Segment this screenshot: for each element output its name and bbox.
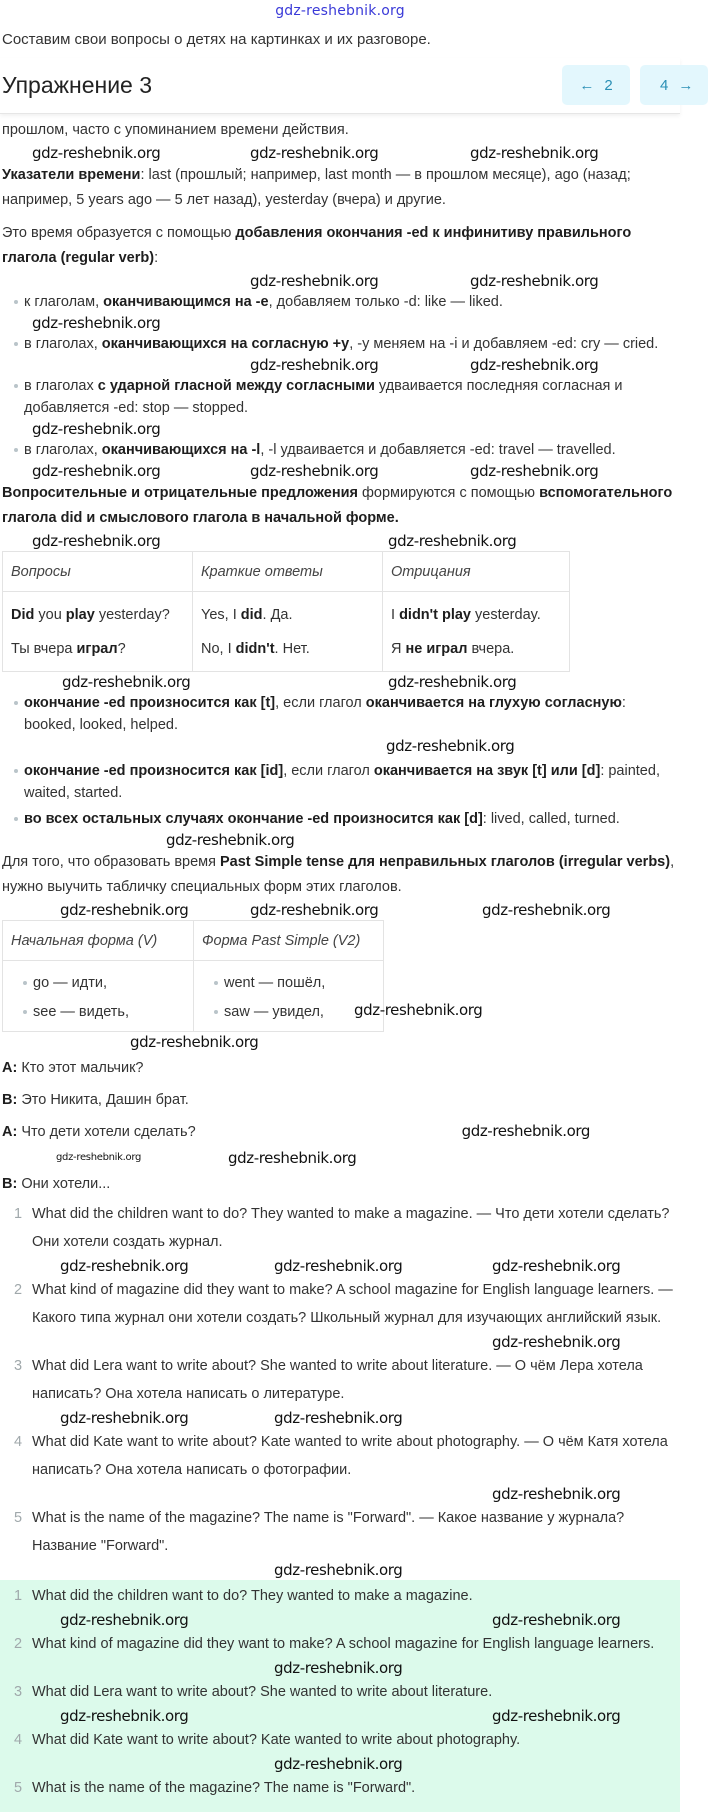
watermark-row [0, 1148, 680, 1168]
watermark-text: gdz-reshebnik.org [274, 1409, 403, 1427]
text-fragment: в глаголах, [24, 336, 102, 352]
bold-fragment: во всех остальных случаях окончание -ed произносится как [d] [24, 811, 483, 827]
utterance: Что дети хотели сделать? [17, 1124, 196, 1140]
utterance: Это Никита, Дашин брат. [17, 1092, 189, 1108]
translated-question-item [0, 1276, 680, 1332]
verb-item [11, 969, 185, 998]
item-number: 2 [14, 1282, 23, 1298]
item-text: What did the children want to do? They wanted to make a magazine. [32, 1588, 473, 1604]
watermark-row [2, 900, 678, 920]
watermark-row [0, 1658, 680, 1678]
bullet-icon [214, 981, 218, 985]
did-table-cell [383, 592, 570, 672]
dialog-section [0, 1052, 680, 1200]
rich-cell [11, 598, 184, 632]
watermark-text: gdz-reshebnik.org [388, 673, 517, 691]
pronunciation-rule-item [2, 760, 678, 804]
bold-fragment: окончание -ed произносится как [id] [24, 763, 284, 779]
rich-cell [201, 598, 374, 632]
bold-fragment: Did [11, 606, 35, 623]
answer-item [0, 1774, 680, 1802]
site-watermark-top: gdz-reshebnik.org [275, 3, 405, 19]
watermark-row [0, 1332, 680, 1352]
did-table-header: Вопросы [3, 552, 193, 592]
watermark-row [0, 1256, 680, 1276]
questions-rule-paragraph [2, 481, 678, 531]
translated-question-item [0, 1504, 680, 1560]
bullet-icon [214, 1010, 218, 1014]
utterance: Кто этот мальчик? [17, 1060, 144, 1076]
spelling-rules-list [2, 291, 678, 461]
bold-fragment: окончание -ed произносится как [t] [24, 695, 276, 711]
prev-exercise-button[interactable] [562, 65, 630, 105]
irregular-table-cell [3, 961, 194, 1032]
bold-fragment: оканчивающимся на -e [103, 294, 269, 310]
bullet-icon [23, 981, 27, 985]
irregular-verbs-table [2, 920, 384, 1032]
text-fragment: в глаголах, [24, 442, 102, 458]
arrow-right-icon: → [678, 76, 694, 94]
watermark-text: gdz-reshebnik.org [32, 144, 161, 162]
item-text: What did Lera want to write about? She wanted to write about literature. [32, 1684, 493, 1700]
watermark-text: gdz-reshebnik.org [482, 901, 611, 919]
verb-list [11, 961, 185, 1031]
watermark-text: gdz-reshebnik.org [32, 462, 161, 480]
watermark-text-small: gdz-reshebnik.org [56, 1152, 142, 1163]
watermark-text: gdz-reshebnik.org [492, 1707, 621, 1725]
item-number: 5 [14, 1510, 23, 1526]
text-fragment: , -l удваивается и добавляется -ed: travel — travelled. [260, 442, 616, 458]
text-fragment: удваивается последняя согласная и добавляется -ed: stop — stopped. [24, 378, 623, 416]
rule-text [24, 378, 623, 416]
answer-item [0, 1678, 680, 1706]
bold-fragment: оканчивающихся на -l [101, 442, 261, 458]
watermark-text: gdz-reshebnik.org [461, 1122, 590, 1140]
bullet-icon [14, 448, 18, 452]
rule-text [24, 763, 660, 801]
item-number: 3 [14, 1358, 23, 1374]
watermark-text: gdz-reshebnik.org [354, 1001, 483, 1019]
watermark-text: gdz-reshebnik.org [228, 1149, 357, 1167]
dialog-line [0, 1084, 680, 1116]
dialog-line [0, 1116, 680, 1148]
watermark-text: gdz-reshebnik.org [470, 144, 599, 162]
dialog-line-content [2, 1121, 196, 1143]
time-markers-label: Указатели времени [2, 167, 141, 183]
time-markers-text: : last (прошлый; например, last month — в прошлом месяце), ago [140, 167, 579, 183]
text-fragment: yesterday. [470, 606, 541, 623]
text-fragment: : lived, called, turned. [482, 811, 620, 827]
rule-text [24, 294, 503, 310]
translated-question-item [0, 1200, 680, 1256]
time-markers-text-2: (назад; например, 5 years ago — 5 лет назад), yesterday (вчера) и другие. [2, 167, 631, 208]
dialog-line [0, 1168, 680, 1200]
watermark-row [0, 1560, 680, 1580]
watermark-row [2, 830, 678, 850]
watermark-text: gdz-reshebnik.org [250, 462, 379, 480]
watermark-row [2, 355, 678, 375]
verb-list [202, 961, 375, 1031]
page-title: Упражнение 3 [2, 72, 153, 98]
watermark-text: gdz-reshebnik.org [470, 272, 599, 290]
watermark-text: gdz-reshebnik.org [470, 462, 599, 480]
watermark-row [2, 461, 678, 481]
verb-item [11, 998, 185, 1027]
watermark-row [2, 1032, 678, 1052]
translated-question-item [0, 1352, 680, 1408]
verb-item [202, 969, 375, 998]
verb-text: saw — увидел, [224, 1004, 324, 1020]
watermark-row [0, 1610, 680, 1630]
watermark-text: gdz-reshebnik.org [60, 1257, 189, 1275]
watermark-text: gdz-reshebnik.org [274, 1561, 403, 1579]
text-fragment: you [34, 606, 66, 623]
rule-text [24, 811, 620, 827]
watermark-row [0, 1754, 680, 1774]
speaker: A: [2, 1060, 18, 1076]
did-table-cell [193, 592, 383, 672]
bold-fragment: оканчивающихся на согласную +y [101, 336, 350, 352]
item-text: What is the name of the magazine? The name is "Forward". [32, 1780, 416, 1796]
item-text: What did Lera want to write about? She wanted to write about literature. — О чём Лера хотела написать? Она хотела написать о литературе. [32, 1358, 643, 1402]
watermark-text: gdz-reshebnik.org [386, 737, 515, 755]
watermark-text: gdz-reshebnik.org [60, 1611, 189, 1629]
formation-plain-2: : [154, 250, 159, 266]
item-number: 1 [14, 1206, 23, 1222]
text-fragment: к глаголам, [24, 294, 104, 310]
watermark-text: gdz-reshebnik.org [492, 1611, 621, 1629]
translated-question-item [0, 1428, 680, 1484]
bullet-icon [14, 817, 18, 821]
intro-text: Составим свои вопросы о детях на картинках и их разговоре. [2, 31, 431, 48]
watermark-text: gdz-reshebnik.org [60, 901, 189, 919]
spelling-rule-item [2, 291, 678, 313]
text-fragment: . Нет. [274, 640, 310, 657]
did-table [2, 551, 570, 672]
item-text: What did the children want to do? They wanted to make a magazine. — Что дети хотели сделать? Они хотели создать журнал. [32, 1206, 670, 1250]
text-fragment: вчера. [467, 640, 515, 657]
pronunciation-rule-item [2, 692, 678, 736]
bullet-icon [23, 1010, 27, 1014]
formation-paragraph [2, 221, 678, 271]
watermark-text: gdz-reshebnik.org [250, 356, 379, 374]
speaker: A: [2, 1124, 18, 1140]
bold-fragment: играл [76, 640, 118, 657]
answer-item [0, 1630, 680, 1658]
watermark-row [0, 1706, 680, 1726]
item-number: 1 [14, 1588, 23, 1604]
irregular-block [2, 920, 678, 1032]
bold-fragment: с ударной гласной между согласными [97, 378, 375, 394]
irregular-bold: Past Simple tense для неправильных глаголов (irregular [220, 854, 623, 870]
irregular-table-header: Форма Past Simple (V2) [194, 921, 384, 961]
text-fragment: I [391, 606, 400, 623]
watermark-text: gdz-reshebnik.org [166, 831, 295, 849]
formation-bold-2: глагола (regular verb) [2, 250, 155, 266]
questions-rule-plain: формируются с помощью [357, 485, 536, 501]
item-number: 3 [14, 1684, 23, 1700]
watermark-row [2, 419, 678, 439]
watermark-text: gdz-reshebnik.org [274, 1257, 403, 1275]
speaker: B: [2, 1092, 18, 1108]
watermark-text: gdz-reshebnik.org [250, 144, 379, 162]
item-number: 2 [14, 1636, 23, 1652]
bullet-icon [14, 342, 18, 346]
irregular-table-cell [194, 961, 384, 1032]
watermark-text: gdz-reshebnik.org [62, 673, 191, 691]
bold-fragment: didn't play [399, 606, 471, 623]
next-exercise-button[interactable] [640, 65, 708, 105]
spelling-rule-item [2, 375, 678, 419]
bold-fragment: didn't [235, 640, 275, 657]
answer-box [0, 1580, 680, 1812]
answer-item [0, 1582, 680, 1610]
watermark-text: gdz-reshebnik.org [32, 314, 161, 332]
text-fragment: : booked, looked, helped. [24, 695, 626, 733]
watermark-row [2, 672, 678, 692]
watermark-text: gdz-reshebnik.org [32, 420, 161, 438]
spelling-rule-item [2, 439, 678, 461]
watermark-text: gdz-reshebnik.org [492, 1257, 621, 1275]
rich-cell [391, 598, 561, 632]
prev-exercise-label: 2 [604, 76, 613, 94]
item-number: 4 [14, 1732, 23, 1748]
questions-rule-bold: Вопросительные и отрицательные предложения [2, 485, 358, 501]
watermark-row [2, 736, 678, 756]
rule-text [24, 695, 626, 733]
text-fragment: Я [391, 640, 406, 657]
watermark-row [0, 1408, 680, 1428]
watermark-text: gdz-reshebnik.org [250, 272, 379, 290]
irregular-plain: Для того, что образовать время [2, 854, 220, 870]
verb-text: go — идти, [33, 975, 108, 991]
item-number: 4 [14, 1434, 23, 1450]
answer-item [0, 1726, 680, 1754]
item-text: What is the name of the magazine? The name is "Forward". — Какое название у журнала? Название "Forward". [32, 1510, 625, 1554]
time-markers-paragraph [2, 163, 678, 213]
watermark-text: gdz-reshebnik.org [274, 1755, 403, 1773]
text-fragment: , если глагол [275, 695, 366, 711]
bullet-icon [14, 769, 18, 773]
did-table-cell [3, 592, 193, 672]
questions-rule-bold-2: вспомогательного глагола did и смыслового глагола в начальной форме. [2, 485, 673, 526]
item-text: What kind of magazine did they want to make? A school magazine for English language learners. — Какого типа журнал они хотели создать? Школьный журнал для изучающих английский язык. [32, 1282, 673, 1326]
theory-partial-line: прошлом, часто с упоминанием времени действия. [2, 122, 349, 138]
text-fragment: yesterday? [94, 606, 170, 623]
watermark-text: gdz-reshebnik.org [492, 1333, 621, 1351]
bold-fragment: play [65, 606, 95, 623]
item-number: 5 [14, 1780, 23, 1796]
text-fragment: : painted, waited, started. [24, 763, 660, 801]
rule-text [24, 442, 616, 458]
bold-fragment: не играл [405, 640, 468, 657]
translated-questions-list [0, 1200, 680, 1580]
dialog-line [0, 1052, 680, 1084]
watermark-row [2, 531, 678, 551]
text-fragment: в глаголах [24, 378, 98, 394]
watermark-text: gdz-reshebnik.org [388, 532, 517, 550]
watermark-text: gdz-reshebnik.org [130, 1033, 259, 1051]
text-fragment: , если глагол [283, 763, 374, 779]
text-fragment: Yes, I [201, 606, 241, 623]
did-table-header: Отрицания [383, 552, 570, 592]
pronunciation-rules-list [2, 692, 678, 830]
verb-item [202, 998, 375, 1027]
text-fragment: Ты вчера [11, 640, 77, 657]
item-text: What did Kate want to write about? Kate wanted to write about photography. [32, 1732, 521, 1748]
watermark-text: gdz-reshebnik.org [274, 1659, 403, 1677]
item-text: What did Kate want to write about? Kate wanted to write about photography. — О чём Катя хотела написать? Она хотела написать о фотографии. [32, 1434, 668, 1478]
answers-list [0, 1582, 680, 1802]
next-exercise-label: 4 [660, 76, 669, 94]
rich-cell [11, 632, 184, 666]
irregular-plain-2: , нужно выучить табличку специальных форм этих глаголов. [2, 854, 675, 895]
bullet-icon [14, 300, 18, 304]
watermark-text: gdz-reshebnik.org [470, 356, 599, 374]
watermark-text: gdz-reshebnik.org [250, 901, 379, 919]
pronunciation-rule-item [2, 808, 678, 830]
watermark-row [2, 313, 678, 333]
speaker: B: [2, 1176, 18, 1192]
arrow-left-icon: ← [579, 76, 595, 94]
utterance: Они хотели... [17, 1176, 111, 1192]
bold-fragment: оканчивается на звук [t] или [d] [373, 763, 601, 779]
watermark-text: gdz-reshebnik.org [60, 1409, 189, 1427]
bold-fragment: did [240, 606, 263, 623]
text-fragment: No, I [201, 640, 236, 657]
did-table-header: Краткие ответы [193, 552, 383, 592]
item-text: What kind of magazine did they want to make? A school magazine for English language learners. [32, 1636, 655, 1652]
watermark-text: gdz-reshebnik.org [492, 1485, 621, 1503]
formation-bold: добавления окончания -ed к инфинитиву правильного [235, 225, 632, 241]
bold-fragment: оканчивается на глухую согласную [365, 695, 622, 711]
text-fragment: ? [117, 640, 126, 657]
exercise-header [0, 58, 694, 114]
verb-text: went — пошёл, [224, 975, 326, 991]
watermark-row [2, 143, 678, 163]
text-fragment: . Да. [262, 606, 293, 623]
text-fragment: , добавляем только -d: like — liked. [268, 294, 503, 310]
irregular-table-header: Начальная форма (V) [3, 921, 194, 961]
theory-section [0, 114, 680, 1052]
watermark-row [2, 271, 678, 291]
watermark-text: gdz-reshebnik.org [60, 1707, 189, 1725]
formation-plain: Это время образуется с помощью [2, 225, 236, 241]
watermark-row [0, 1484, 680, 1504]
verb-text: see — видеть, [33, 1004, 130, 1020]
bullet-icon [14, 384, 18, 388]
spelling-rule-item [2, 333, 678, 355]
rule-text [24, 336, 658, 352]
watermark-text: gdz-reshebnik.org [32, 532, 161, 550]
bullet-icon [14, 701, 18, 705]
text-fragment: , -y меняем на -i и добавляем -ed: cry — cried. [349, 336, 659, 352]
irregular-bold-2: verbs) [626, 854, 671, 870]
rich-cell [201, 632, 374, 666]
irregular-paragraph [2, 850, 678, 900]
rich-cell [391, 632, 561, 666]
